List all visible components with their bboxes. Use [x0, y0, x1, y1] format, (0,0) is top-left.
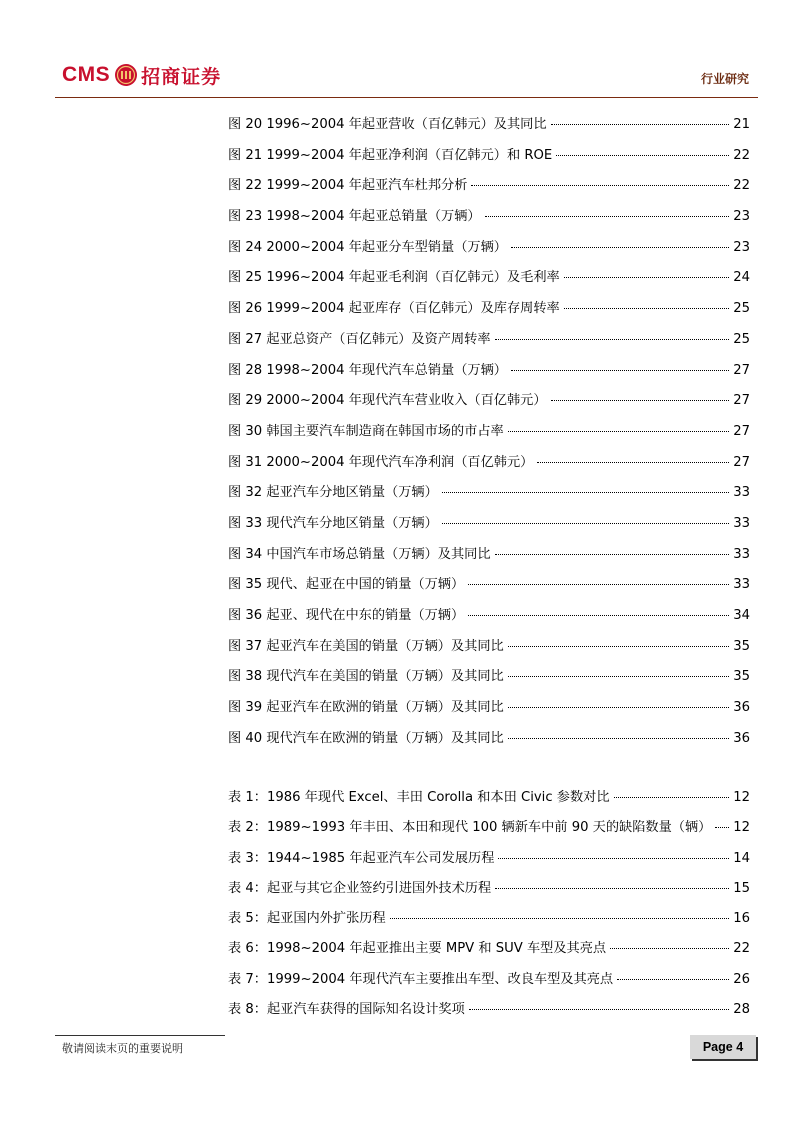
dot-leader [537, 462, 729, 463]
table-entry-page: 12 [733, 820, 750, 836]
figure-entry-title: 图 38 现代汽车在美国的销量（万辆）及其同比 [228, 669, 504, 685]
figure-entry-page: 27 [733, 423, 750, 439]
figure-entry-page: 33 [733, 577, 750, 593]
figure-entry[interactable] [228, 604, 750, 635]
figure-entry-title: 图 32 起亚汽车分地区销量（万辆） [228, 485, 438, 501]
figure-entry[interactable] [228, 174, 750, 205]
table-entry[interactable] [228, 877, 750, 907]
page-header [0, 0, 793, 100]
figure-entry-page: 25 [733, 331, 750, 347]
figure-entry[interactable] [228, 420, 750, 451]
figure-entry-title: 图 20 1996~2004 年起亚营收（百亿韩元）及其同比 [228, 117, 547, 132]
dot-leader [614, 797, 730, 798]
report-category: 行业研究 [700, 72, 749, 86]
figure-entry-page: 24 [733, 270, 750, 286]
figure-entry-title: 图 39 起亚汽车在欧洲的销量（万辆）及其同比 [228, 700, 504, 716]
figure-entry-page: 22 [733, 147, 750, 163]
dot-leader [442, 523, 729, 524]
figure-entry-page: 27 [733, 393, 750, 409]
dot-leader [485, 216, 730, 217]
table-entry-page: 26 [733, 971, 750, 987]
dot-leader [508, 646, 729, 647]
figure-entry[interactable] [228, 113, 750, 144]
figure-entry[interactable] [228, 665, 750, 696]
figure-entry[interactable] [228, 512, 750, 543]
figure-entry-title: 图 21 1999~2004 年起亚净利润（百亿韩元）和 ROE [228, 147, 553, 163]
figure-entry-page: 22 [733, 178, 750, 194]
figure-entry-page: 23 [733, 239, 750, 255]
dot-leader [564, 308, 730, 309]
dot-leader [468, 584, 729, 585]
figure-entry-page: 25 [733, 301, 750, 317]
page-number-badge: Page 4 [690, 1035, 756, 1059]
figure-entry-page: 36 [733, 730, 750, 746]
figure-entry-title: 图 22 1999~2004 年起亚汽车杜邦分析 [228, 178, 468, 194]
dot-leader [551, 400, 730, 401]
figure-entry-page: 33 [733, 485, 750, 501]
dot-leader [511, 247, 729, 248]
figure-entry-title: 图 30 韩国主要汽车制造商在韩国市场的市占率 [228, 423, 504, 439]
table-entry-page: 12 [733, 790, 750, 805]
figure-entry-title: 图 26 1999~2004 起亚库存（百亿韩元）及库存周转率 [228, 301, 560, 317]
table-entry-title: 表 6：1998~2004 年起亚推出主要 MPV 和 SUV 车型及其亮点 [228, 941, 607, 957]
figure-entry-title: 图 36 起亚、现代在中东的销量（万辆） [228, 608, 465, 623]
figure-entry-title: 图 31 2000~2004 年现代汽车净利润（百亿韩元） [228, 454, 534, 470]
figure-entry-title: 图 34 中国汽车市场总销量（万辆）及其同比 [228, 546, 491, 562]
dot-leader [511, 370, 729, 371]
table-entry-title: 表 1：1986 年现代 Excel、丰田 Corolla 和本田 Civic 参数对比 [228, 790, 610, 805]
figure-entry[interactable] [228, 543, 750, 574]
figure-entry[interactable] [228, 451, 750, 482]
table-entry[interactable] [228, 816, 750, 846]
logo-mark-icon [114, 63, 138, 87]
table-entry[interactable] [228, 937, 750, 967]
footer-divider [55, 1035, 225, 1036]
figure-entry-title: 图 28 1998~2004 年现代汽车总销量（万辆） [228, 362, 507, 378]
dot-leader [390, 918, 730, 919]
table-entry[interactable] [228, 998, 750, 1028]
figure-entry[interactable] [228, 635, 750, 666]
figure-entry-page: 34 [733, 608, 750, 623]
disclaimer-note: 敬请阅读末页的重要说明 [62, 1042, 183, 1055]
figure-entry-page: 33 [733, 515, 750, 531]
table-entry-page: 15 [733, 880, 750, 896]
table-entry[interactable] [228, 907, 750, 937]
table-entry[interactable] [228, 786, 750, 816]
table-entry-title: 表 5：起亚国内外扩张历程 [228, 911, 386, 927]
dot-leader [508, 431, 729, 432]
figure-entry[interactable] [228, 359, 750, 390]
dot-leader [610, 948, 729, 949]
figure-entry-title: 图 27 起亚总资产（百亿韩元）及资产周转率 [228, 331, 491, 347]
figure-entry[interactable] [228, 727, 750, 758]
table-entry[interactable] [228, 847, 750, 877]
figure-entry[interactable] [228, 205, 750, 236]
table-entry-page: 28 [733, 1002, 750, 1018]
figure-entry[interactable] [228, 328, 750, 359]
dot-leader [617, 979, 729, 980]
logo-chinese-name: 招商证券 [141, 65, 222, 88]
table-entry-title: 表 8：起亚汽车获得的国际知名设计奖项 [228, 1002, 465, 1018]
dot-leader [508, 676, 729, 677]
dot-leader [471, 185, 729, 186]
figure-entry-page: 21 [733, 117, 750, 132]
figure-entry-title: 图 33 现代汽车分地区销量（万辆） [228, 515, 438, 531]
table-entry-title: 表 7：1999~2004 年现代汽车主要推出车型、改良车型及其亮点 [228, 971, 614, 987]
dot-leader [715, 827, 729, 828]
table-index-list [228, 786, 750, 1028]
figure-entry-page: 35 [733, 638, 750, 654]
table-entry[interactable] [228, 968, 750, 998]
figure-entry[interactable] [228, 696, 750, 727]
table-entry-title: 表 3：1944~1985 年起亚汽车公司发展历程 [228, 850, 495, 866]
figure-entry-page: 36 [733, 700, 750, 716]
figure-entry-title: 图 25 1996~2004 年起亚毛利润（百亿韩元）及毛利率 [228, 270, 560, 286]
figure-entry[interactable] [228, 573, 750, 604]
table-entry-page: 16 [733, 911, 750, 927]
dot-leader [495, 554, 730, 555]
dot-leader [551, 124, 730, 125]
table-entry-title: 表 2：1989~1993 年丰田、本田和现代 100 辆新车中前 90 天的缺陷数量（辆） [228, 820, 712, 836]
dot-leader [442, 492, 729, 493]
figure-entry[interactable] [228, 144, 750, 175]
figure-index-list [228, 113, 750, 757]
dot-leader [556, 155, 729, 156]
figure-entry[interactable] [228, 266, 750, 297]
figure-entry[interactable] [228, 481, 750, 512]
table-entry-page: 14 [733, 850, 750, 866]
table-entry-page: 22 [733, 941, 750, 957]
table-entry-title: 表 4：起亚与其它企业签约引进国外技术历程 [228, 880, 492, 896]
figure-entry-title: 图 23 1998~2004 年起亚总销量（万辆） [228, 209, 481, 225]
figure-entry-page: 35 [733, 669, 750, 685]
figure-entry-page: 27 [733, 454, 750, 470]
logo-text: CMS [62, 63, 111, 86]
brand-logo [62, 60, 221, 90]
dot-leader [508, 707, 729, 708]
figure-entry[interactable] [228, 236, 750, 267]
figure-entry-title: 图 40 现代汽车在欧洲的销量（万辆）及其同比 [228, 730, 504, 746]
figure-entry-title: 图 29 2000~2004 年现代汽车营业收入（百亿韩元） [228, 393, 547, 409]
figure-entry[interactable] [228, 297, 750, 328]
header-divider [55, 97, 758, 98]
dot-leader [508, 738, 729, 739]
dot-leader [468, 615, 729, 616]
dot-leader [564, 277, 730, 278]
figure-entry-page: 33 [733, 546, 750, 562]
dot-leader [498, 858, 729, 859]
figure-entry[interactable] [228, 389, 750, 420]
figure-entry-page: 27 [733, 362, 750, 378]
figure-entry-page: 23 [733, 209, 750, 225]
dot-leader [469, 1009, 729, 1010]
figure-entry-title: 图 35 现代、起亚在中国的销量（万辆） [228, 577, 465, 593]
figure-entry-title: 图 24 2000~2004 年起亚分车型销量（万辆） [228, 239, 507, 255]
dot-leader [495, 339, 730, 340]
figure-entry-title: 图 37 起亚汽车在美国的销量（万辆）及其同比 [228, 638, 504, 654]
dot-leader [495, 888, 729, 889]
